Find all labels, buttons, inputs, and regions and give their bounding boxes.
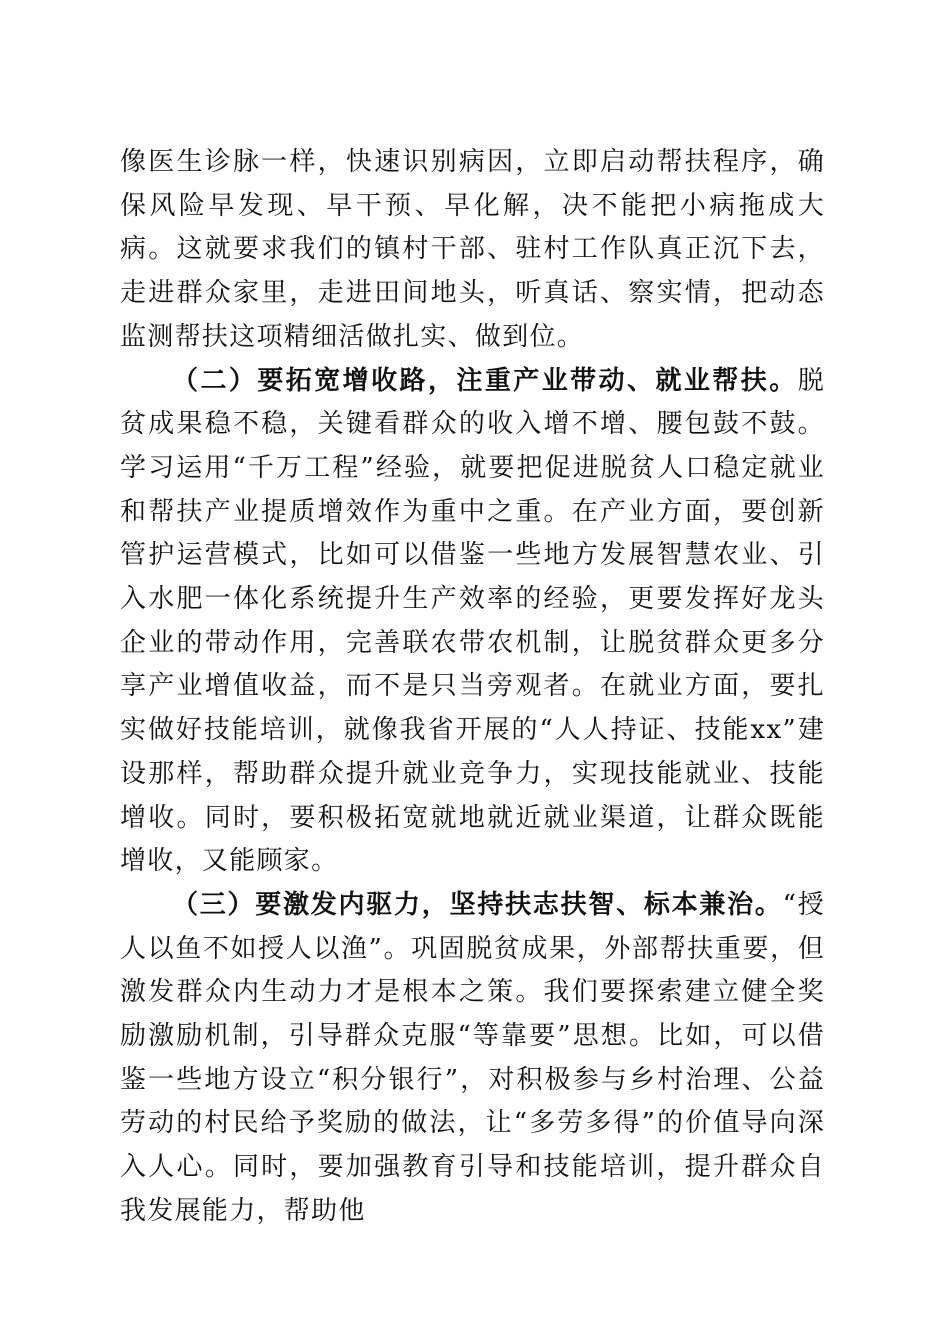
paragraph-body: “授人以鱼不如授人以渔”。巩固脱贫成果，外部帮扶重要，但激发群众内生动力才是根本之策。我们要探索建立健全奖励激励机制，引导群众克服“等靠要”思想。比如，可以借鉴一些地方设立“积分银行”，对积极参与乡村治理、公益劳动的村民给予奖励的做法，让“多劳多得”的价值导向深入人心。同时，要加强教育引导和技能培训，提升群众自我发展能力，帮助他 <box>120 889 825 1226</box>
paragraph-section-three <box>120 884 825 1234</box>
document-body <box>120 141 825 1234</box>
paragraph-section-two <box>120 360 825 884</box>
paragraph-body: 脱贫成果稳不稳，关键看群众的收入增不增、腰包鼓不鼓。学习运用“千万工程”经验，就要把促进脱贫人口稳定就业和帮扶产业提质增效作为重中之重。在产业方面，要创新管护运营模式，比如可以借鉴一些地方发展智慧农业、引入水肥一体化系统提升生产效率的经验，更要发挥好龙头企业的带动作用，完善联农带农机制，让脱贫群众更多分享产业增值收益，而不是只当旁观者。在就业方面，要扎实做好技能培训，就像我省开展的“人人持证、技能xx”建设那样，帮助群众提升就业竞争力，实现技能就业、技能增收。同时，要积极拓宽就地就近就业渠道，让群众既能增收，又能顾家。 <box>120 365 825 877</box>
paragraph-continuation <box>120 141 825 360</box>
section-heading: （二）要拓宽增收路，注重产业带动、就业帮扶。 <box>172 365 798 396</box>
section-heading: （三）要激发内驱力，坚持扶志扶智、标本兼治。 <box>172 889 783 920</box>
paragraph-body: 像医生诊脉一样，快速识别病因，立即启动帮扶程序，确保风险早发现、早干预、早化解，决不能把小病拖成大病。这就要求我们的镇村干部、驻村工作队真正沉下去，走进群众家里，走进田间地头，听真话、察实情，把动态监测帮扶这项精细活做扎实、做到位。 <box>120 147 825 352</box>
